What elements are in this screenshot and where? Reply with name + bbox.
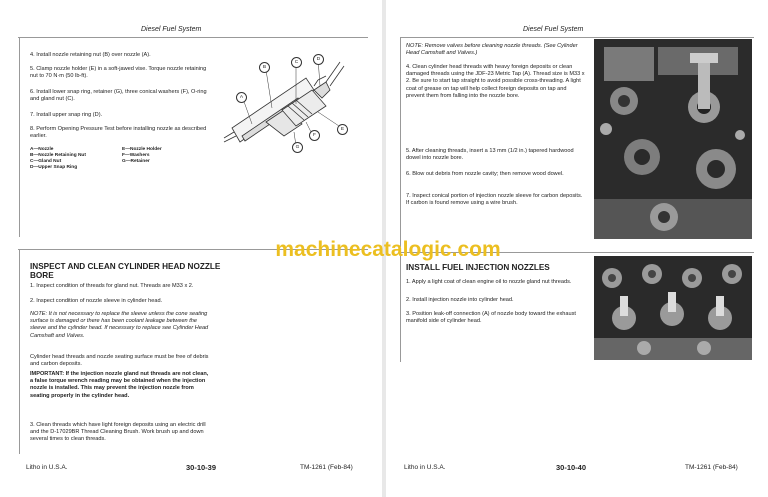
legend-col-2 (122, 147, 202, 165)
header-rule (400, 37, 754, 38)
legend-item: G—Retainer (122, 159, 150, 164)
legend-item: D—Upper Snap Ring (30, 165, 78, 170)
callout-c: C (291, 57, 302, 68)
step-7-inspect: 7. Inspect conical portion of injection nozzle sleeve for carbon deposits. If carbon is found remove using a wire brush. (406, 193, 583, 207)
inspect-note: NOTE: It is not necessary to replace the sleeve unless the cone seating surface is damaged or there has been coolant leakage between the sleeve and the cylinder head. If necessary to replace see Cylinder Head Camshaft and Valves. (30, 311, 209, 339)
legend-item: C—Gland Nut (30, 159, 62, 164)
footer-tm: TM-1261 (Feb-84) (300, 464, 353, 471)
inspect-step-1: 1. Inspect condition of threads for gland nut. Threads are M33 x 2. (30, 283, 194, 289)
legend-item: B—Nozzle Retaining Nut (30, 153, 86, 158)
cylinder-head-tap-photo (594, 39, 752, 239)
page-header: Diesel Fuel System (141, 26, 202, 33)
inspect-step-2: 2. Inspect condition of nozzle sleeve in cylinder head. (30, 298, 163, 304)
footer-litho: Litho in U.S.A. (404, 464, 446, 471)
page-header: Diesel Fuel System (523, 26, 584, 33)
section-title-inspect: INSPECT AND CLEAN CYLINDER HEAD NOZZLE BORE (30, 262, 221, 280)
note-remove-valves: NOTE: Remove valves before cleaning nozzle threads. (See Cylinder Head Camshaft and Valves.) (406, 43, 578, 57)
callout-g: G (292, 142, 303, 153)
left-margin-rule (400, 37, 401, 247)
inspect-step-3: 3. Clean threads which have light foreign deposits using an electric drill and the D-17029BR Thread Cleaning Brush. Work brush up and down several times to clean threads. (30, 422, 206, 443)
left-margin-rule (19, 37, 20, 237)
section-title-install: INSTALL FUEL INJECTION NOZZLES (406, 263, 550, 272)
watermark-text: machinecatalogic.com (275, 238, 501, 261)
install-step-2: 2. Install injection nozzle into cylinder head. (406, 297, 514, 303)
legend-item: F—Washers (122, 153, 150, 158)
page-number: 30-10-39 (186, 463, 217, 472)
footer-tm: TM-1261 (Feb-84) (685, 464, 738, 471)
install-step-3: 3. Position leak-off connection (A) of nozzle body toward the exhaust manifold side of cylinder head. (406, 311, 576, 325)
legend-item: A—Nozzle (30, 147, 54, 152)
header-rule (18, 37, 368, 38)
callout-f: F (309, 130, 320, 141)
callout-a: A (236, 92, 247, 103)
nozzle-assembly-illustration (222, 50, 362, 180)
legend-col-1 (30, 147, 120, 171)
step-5-dowel: 5. After cleaning threads, insert a 13 mm (1/2 in.) tapered hardwood dowel into nozzle bore. (406, 148, 574, 162)
footer-litho: Litho in U.S.A. (26, 464, 68, 471)
step-4-clean: 4. Clean cylinder head threads with heavy foreign deposits or clean damaged threads using the JDF-23 Metric Tap (A). Thread size is M33 x 2. Be sure to start tap straight to avoid possible cross-threading. A light coat of grease on tap will help collect foreign deposits on tap and prevent them from falling into the nozzle bore. (406, 64, 585, 99)
left-margin-rule-2 (19, 249, 20, 454)
step-7: 7. Install upper snap ring (D). (30, 112, 103, 118)
step-5: 5. Clamp nozzle holder (E) in a soft-jawed vise. Torque nozzle retaining nut to 70 N·m (50 lb-ft). (30, 66, 207, 80)
callout-e: E (337, 124, 348, 135)
page-number: 30-10-40 (556, 463, 587, 472)
left-margin-rule-2 (400, 252, 401, 362)
callout-b: B (259, 62, 270, 73)
installed-nozzles-photo (594, 256, 752, 360)
install-step-1: 1. Apply a light coat of clean engine oil to nozzle gland nut threads. (406, 279, 572, 285)
step-8: 8. Perform Opening Pressure Test before installing nozzle as described earlier. (30, 126, 207, 140)
inspect-paragraph: Cylinder head threads and nozzle seating surface must be free of debris and carbon deposits. (30, 354, 209, 368)
step-6-blow: 6. Blow out debris from nozzle cavity; then remove wood dowel. (406, 171, 564, 177)
callout-d: D (313, 54, 324, 65)
legend-item: E—Nozzle Holder (122, 147, 162, 152)
step-4: 4. Install nozzle retaining nut (B) over nozzle (A). (30, 52, 151, 58)
important-note: IMPORTANT: If the injection nozzle gland nut threads are not clean, a false torque wrench reading may be obtained when the injection nozzle is installed. This may prevent the injection nozzle from seating properly in the cylinder head. (30, 371, 209, 399)
step-6: 6. Install lower snap ring, retainer (G), three conical washers (F), O-ring and gland nut (C). (30, 89, 207, 103)
